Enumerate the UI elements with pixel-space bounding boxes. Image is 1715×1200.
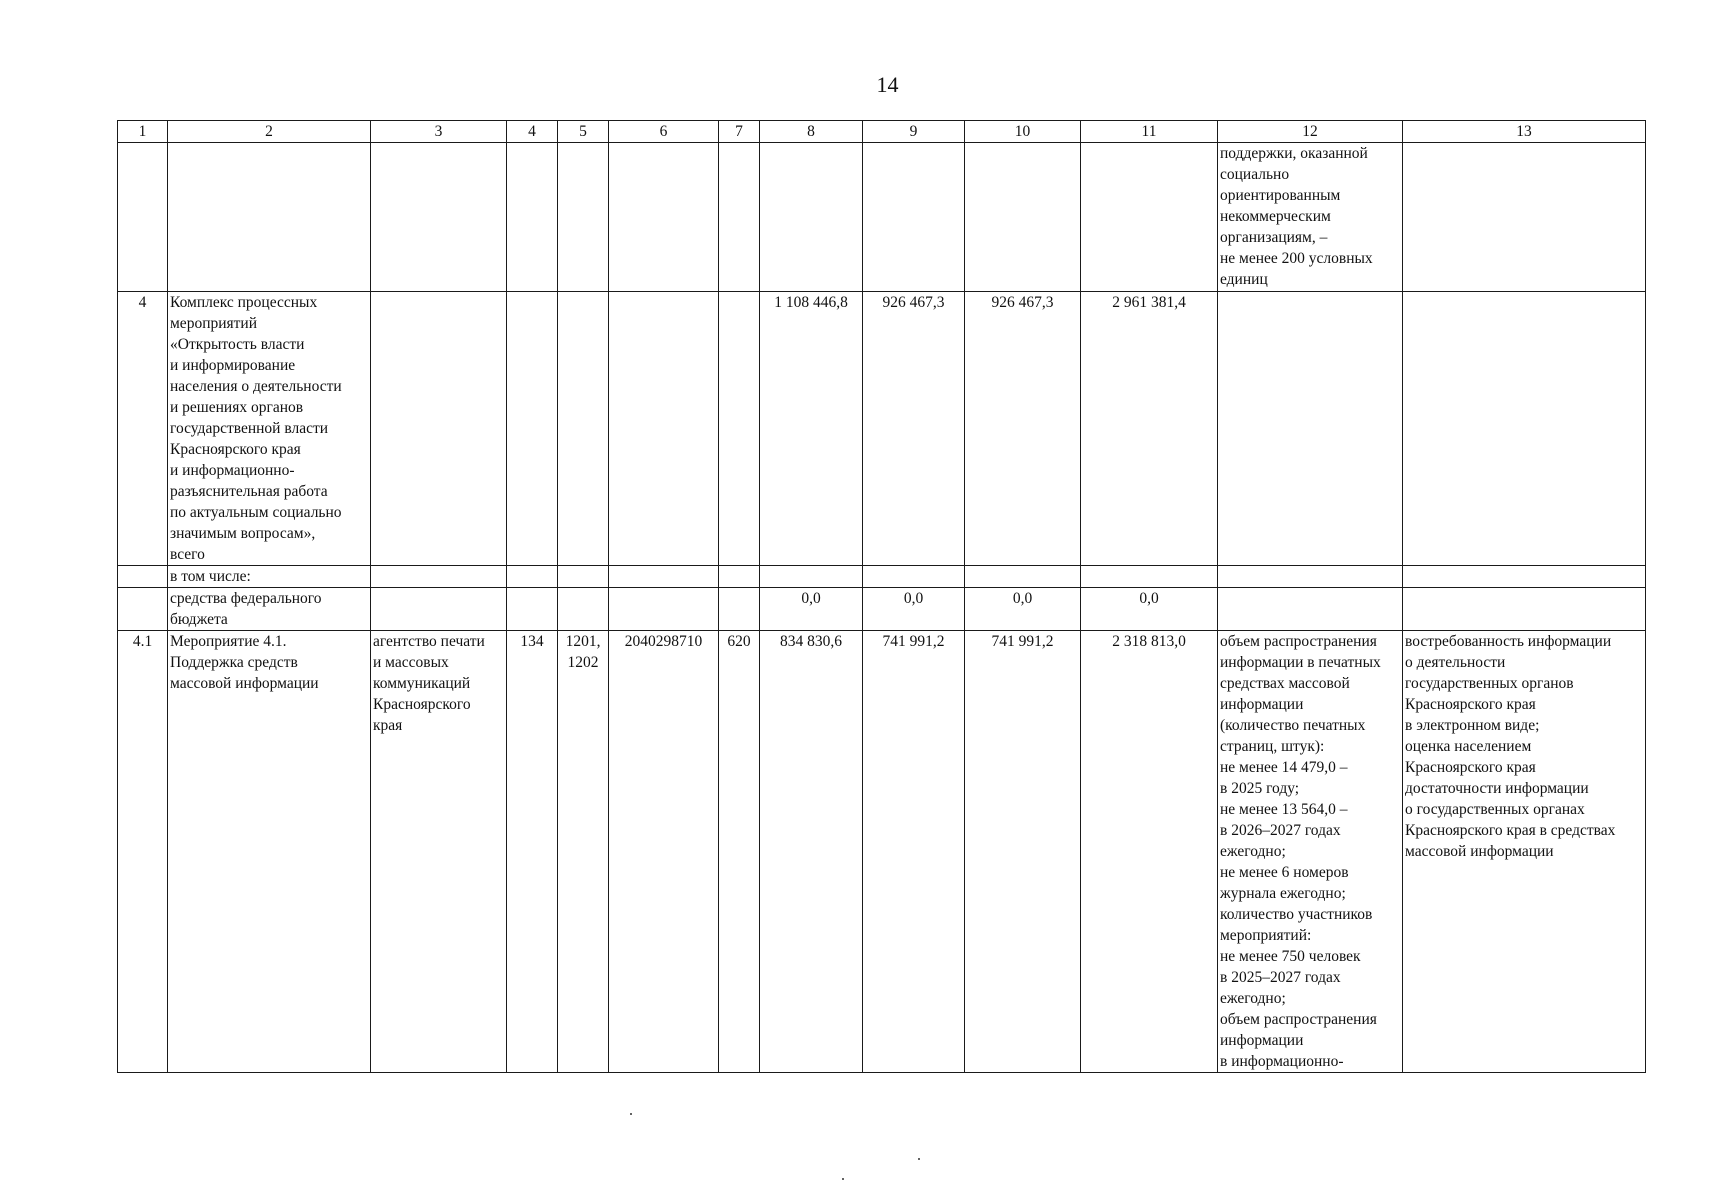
cell-amount-9: 926 467,3 bbox=[863, 292, 965, 566]
cell-amount-9: 0,0 bbox=[863, 588, 965, 631]
cell-col5: 1201, 1202 bbox=[558, 631, 609, 1073]
cell-col4 bbox=[507, 292, 558, 566]
cell-amount-8 bbox=[760, 143, 863, 292]
cell-amount-10 bbox=[965, 143, 1081, 292]
cell-name bbox=[168, 143, 371, 292]
cell-item-number: 4 bbox=[118, 292, 168, 566]
column-number: 5 bbox=[558, 121, 609, 143]
cell-indicator bbox=[1218, 588, 1403, 631]
scan-speck bbox=[630, 1113, 632, 1115]
cell-item-number: 4.1 bbox=[118, 631, 168, 1073]
cell-col4 bbox=[507, 143, 558, 292]
cell-amount-11: 2 961 381,4 bbox=[1081, 292, 1218, 566]
cell-result bbox=[1403, 292, 1646, 566]
cell-executor: агентство печати и массовых коммуникаций Красноярского края bbox=[371, 631, 507, 1073]
column-number: 10 bbox=[965, 121, 1081, 143]
column-number: 12 bbox=[1218, 121, 1403, 143]
column-number: 4 bbox=[507, 121, 558, 143]
cell-name: Мероприятие 4.1. Поддержка средств массовой информации bbox=[168, 631, 371, 1073]
cell-indicator: поддержки, оказанной социально ориентированным некоммерческим организациям, – не менее 200 условных единиц bbox=[1218, 143, 1403, 292]
cell-result bbox=[1403, 566, 1646, 588]
cell-amount-11 bbox=[1081, 566, 1218, 588]
cell-result: востребованность информации о деятельности государственных органов Красноярского края в электронном виде; оценка населением Красноярского края достаточности информации о государственных органах Красноярского края в средствах массовой информации bbox=[1403, 631, 1646, 1073]
cell-indicator bbox=[1218, 292, 1403, 566]
column-number: 6 bbox=[609, 121, 719, 143]
column-number: 3 bbox=[371, 121, 507, 143]
column-number: 8 bbox=[760, 121, 863, 143]
cell-amount-10: 741 991,2 bbox=[965, 631, 1081, 1073]
column-numbers-row bbox=[118, 121, 1646, 143]
cell-col7 bbox=[719, 588, 760, 631]
cell-amount-10 bbox=[965, 566, 1081, 588]
cell-col6: 2040298710 bbox=[609, 631, 719, 1073]
column-number: 7 bbox=[719, 121, 760, 143]
cell-col5 bbox=[558, 566, 609, 588]
cell-amount-10: 926 467,3 bbox=[965, 292, 1081, 566]
cell-amount-9 bbox=[863, 566, 965, 588]
cell-indicator bbox=[1218, 566, 1403, 588]
cell-amount-8: 1 108 446,8 bbox=[760, 292, 863, 566]
cell-amount-8: 0,0 bbox=[760, 588, 863, 631]
column-number: 2 bbox=[168, 121, 371, 143]
cell-col4: 134 bbox=[507, 631, 558, 1073]
cell-executor bbox=[371, 566, 507, 588]
table-row-activity-4-1 bbox=[118, 631, 1646, 1073]
cell-col6 bbox=[609, 566, 719, 588]
cell-col7 bbox=[719, 566, 760, 588]
column-number: 9 bbox=[863, 121, 965, 143]
cell-item-number bbox=[118, 143, 168, 292]
cell-item-number bbox=[118, 588, 168, 631]
cell-col6 bbox=[609, 292, 719, 566]
cell-executor bbox=[371, 588, 507, 631]
cell-amount-10: 0,0 bbox=[965, 588, 1081, 631]
program-table bbox=[117, 120, 1646, 1073]
cell-result bbox=[1403, 143, 1646, 292]
cell-result bbox=[1403, 588, 1646, 631]
cell-amount-9: 741 991,2 bbox=[863, 631, 965, 1073]
cell-name: в том числе: bbox=[168, 566, 371, 588]
table-row-continuation bbox=[118, 143, 1646, 292]
table-row-including bbox=[118, 566, 1646, 588]
cell-amount-11 bbox=[1081, 143, 1218, 292]
column-number: 13 bbox=[1403, 121, 1646, 143]
cell-col7: 620 bbox=[719, 631, 760, 1073]
cell-amount-9 bbox=[863, 143, 965, 292]
column-number: 11 bbox=[1081, 121, 1218, 143]
cell-col6 bbox=[609, 143, 719, 292]
cell-col6 bbox=[609, 588, 719, 631]
cell-col5 bbox=[558, 588, 609, 631]
cell-col5 bbox=[558, 292, 609, 566]
cell-amount-8 bbox=[760, 566, 863, 588]
table-row-federal-budget bbox=[118, 588, 1646, 631]
cell-col5 bbox=[558, 143, 609, 292]
cell-amount-11: 2 318 813,0 bbox=[1081, 631, 1218, 1073]
cell-amount-11: 0,0 bbox=[1081, 588, 1218, 631]
cell-amount-8: 834 830,6 bbox=[760, 631, 863, 1073]
cell-executor bbox=[371, 292, 507, 566]
table-row-complex-4 bbox=[118, 292, 1646, 566]
page-number: 14 bbox=[876, 72, 899, 97]
scan-speck bbox=[918, 1158, 920, 1160]
cell-indicator: объем распространения информации в печатных средствах массовой информации (количество печатных страниц, штук): не менее 14 479,0 – в 2025 году; не менее 13 564,0 – в 2026–2027 годах ежегодно; не менее 6 номеров журнала ежегодно; количество участников мероприятий: не менее 750 человек в 2025–2027 годах ежегодно; объем распространения информации в информационно- bbox=[1218, 631, 1403, 1073]
cell-executor bbox=[371, 143, 507, 292]
cell-col7 bbox=[719, 292, 760, 566]
scan-speck bbox=[842, 1178, 844, 1180]
cell-item-number bbox=[118, 566, 168, 588]
cell-col4 bbox=[507, 588, 558, 631]
column-number: 1 bbox=[118, 121, 168, 143]
cell-name: средства федерального бюджета bbox=[168, 588, 371, 631]
cell-col7 bbox=[719, 143, 760, 292]
cell-col4 bbox=[507, 566, 558, 588]
cell-name: Комплекс процессных мероприятий «Открытость власти и информирование населения о деятельности и решениях органов государственной власти Красноярского края и информационно- разъяснительная работа по актуальным социально значимым вопросам», всего bbox=[168, 292, 371, 566]
